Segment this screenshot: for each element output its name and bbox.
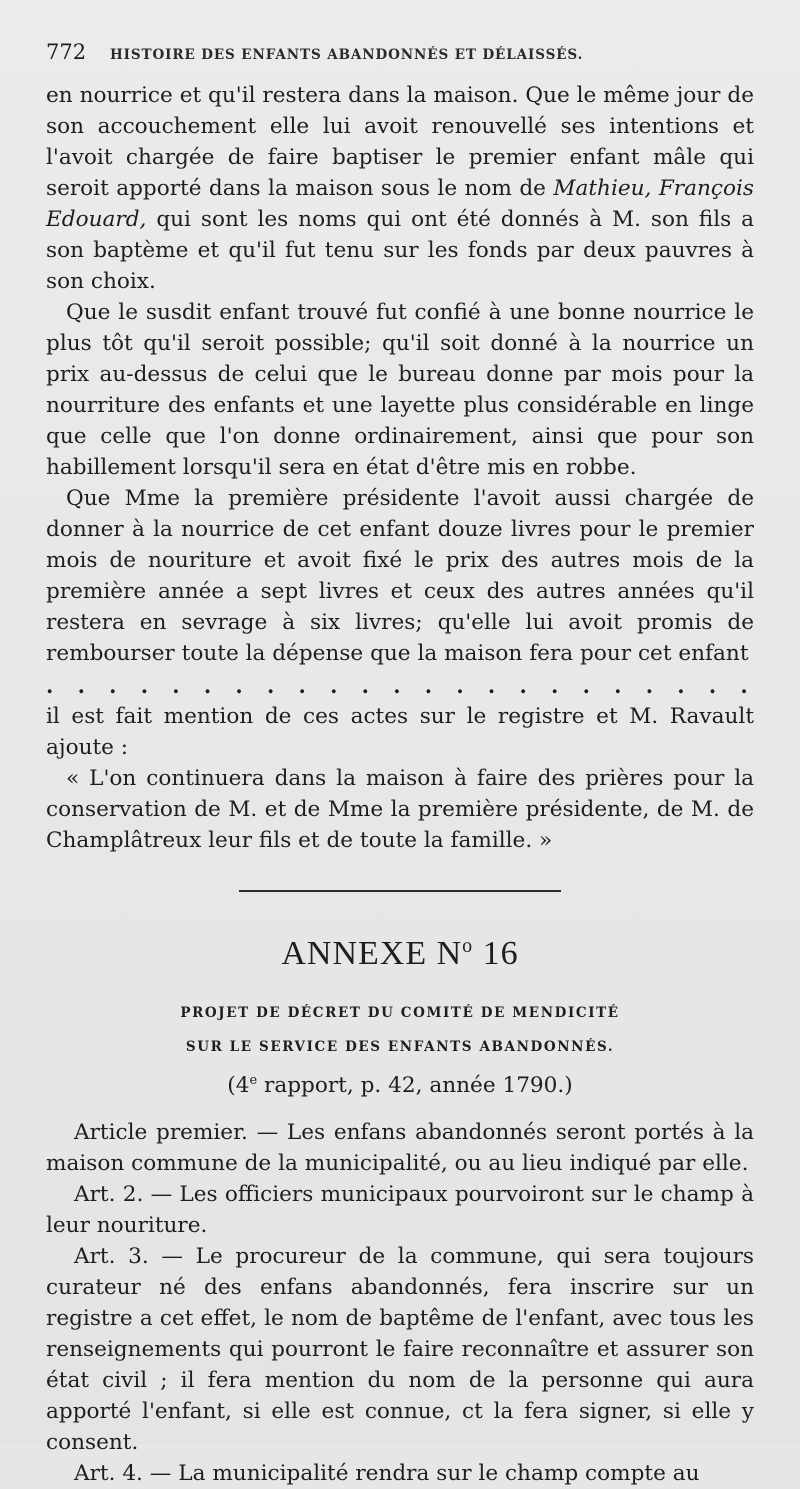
ellipsis-dot: . (645, 673, 653, 698)
paragraph-5-quote: « L'on continuera dans la maison à faire des prières pour la conservation de M. et de Mme la première présidente, de M. de Champlâtreux leur fils et de toute la famille. » (46, 766, 754, 853)
ellipsis-dot: . (235, 673, 243, 698)
annex-subtitle-line-1: PROJET DE DÉCRET DU COMITÉ DE MENDICITÉ (180, 1005, 620, 1021)
paragraph-1-names: Mathieu, François Edouard, (46, 176, 754, 232)
section-divider (239, 890, 561, 892)
ellipsis-dot: . (203, 673, 212, 698)
page-number: 772 (46, 40, 87, 64)
annex-title-sup: o (462, 935, 474, 957)
running-head (46, 40, 754, 70)
ellipsis-dot: . (109, 673, 117, 698)
ellipsis-dot: . (46, 673, 54, 698)
source-sup: e (249, 1073, 258, 1088)
ellipsis-dot: . (172, 673, 180, 698)
source-part-b: rapport, p. 42, année 1790.) (257, 1073, 573, 1099)
ellipsis-dots-row (46, 671, 754, 701)
ellipsis-dot: . (330, 673, 338, 698)
annex-subtitle-line-2: SUR LE SERVICE DES ENFANTS ABANDONNÉS. (185, 1039, 615, 1055)
ellipsis-dot: . (77, 673, 85, 698)
annex-title-word: ANNEXE N (281, 935, 463, 972)
ellipsis-dot: . (614, 673, 622, 698)
ellipsis-dot: . (424, 673, 433, 698)
ellipsis-dot: . (708, 673, 717, 698)
ellipsis-dot: . (582, 673, 590, 698)
articles-list (46, 1117, 754, 1489)
article-2: Art. 2. — Les officiers municipaux pourvoiront sur le champ à leur nouriture. (46, 1182, 754, 1239)
paragraph-3: Que Mme la première présidente l'avoit aussi chargée de donner à la nourrice de cet enfant douze livres pour le premier mois de nouriture et avoit fixé le prix des autres mois de la première année a sept livres et ceux des autres années qu'il restera en sevrage à six livres; qu'elle lui avoit promis de rembourser toute la dépense que la maison fera pour cet enfant (46, 486, 754, 666)
annex-number: 16 (482, 935, 519, 972)
annex-source (46, 1064, 754, 1103)
annex-title (46, 926, 754, 974)
ellipsis-dot: . (740, 673, 748, 698)
paragraph-1 (46, 80, 754, 297)
paragraph-1-text-a: en nourrice et qu'il restera dans la maison. Que le même jour de son accouchement elle lui avoit renouvellé ses intentions et l'avoit chargée de faire baptiser le premier enfant mâle qui seroit apporté dans la maison sous le nom de (46, 83, 754, 201)
article-4: Art. 4. — La municipalité rendra sur le champ compte au (74, 1461, 700, 1487)
ellipsis-dot: . (487, 673, 496, 698)
ellipsis-dot: . (298, 673, 306, 698)
ellipsis-dot: . (361, 673, 369, 698)
ellipsis-dot: . (266, 673, 275, 698)
paragraph-2: Que le susdit enfant trouvé fut confié à une bonne nourrice le plus tôt qu'il seroit possible; qu'il soit donné à la nourrice un prix au-dessus de celui que le bureau donne par mois pour la nourriture des enfants et une layette plus considérable en linge que celle que l'on donne ordinairement, ainsi que pour son habillement lorsqu'il sera en état d'être mis en robbe. (46, 300, 754, 480)
source-part-a: (4 (227, 1073, 250, 1099)
ellipsis-dot: . (677, 673, 685, 698)
article-3: Art. 3. — Le procureur de la commune, qui sera toujours curateur né des enfans abandonnés, fera inscrire sur un registre a cet effet, le nom de baptême de l'enfant, avec tous les renseignements qui pourront le faire reconnaître et assurer son état civil ; il fera mention du nom de la personne qui aura apporté l'enfant, si elle est connue, ct la fera signer, si elle y consent. (46, 1244, 754, 1456)
running-title: HISTOIRE DES ENFANTS ABANDONNÉS ET DÉLAISSÉS. (110, 47, 584, 63)
article-1: Article premier. — Les enfans abandonnés seront portés à la maison commune de la municipalité, ou au lieu indiqué par elle. (46, 1120, 754, 1177)
ellipsis-dot: . (140, 673, 148, 698)
ellipsis-dot: . (456, 673, 464, 698)
ellipsis-dot: . (393, 673, 401, 698)
ellipsis-dot: . (519, 673, 527, 698)
paragraph-1-text-b: qui sont les noms qui ont été donnés à M. son fils a son baptème et qu'il fut tenu sur les fonds par deux pauvres à son choix. (46, 207, 754, 294)
ellipsis-dot: . (551, 673, 559, 698)
paragraph-4: il est fait mention de ces actes sur le registre et M. Ravault ajoute : (46, 704, 754, 760)
